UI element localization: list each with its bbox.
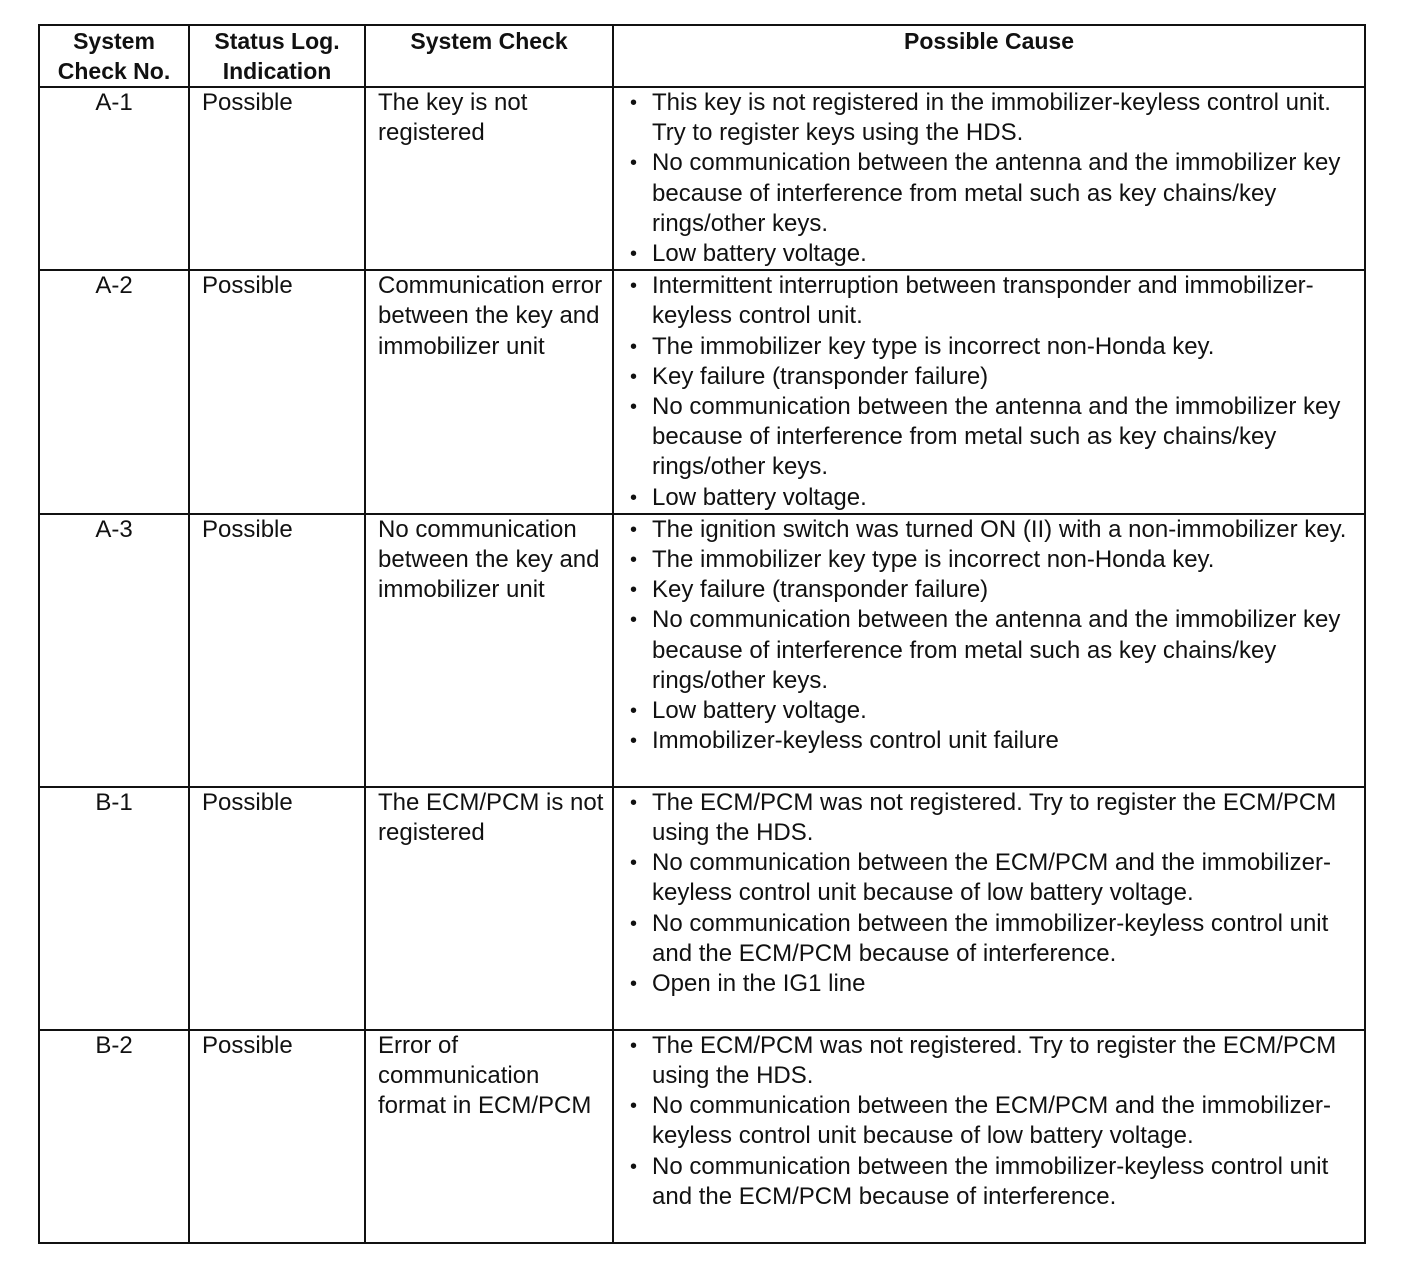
table-row — [39, 514, 1365, 787]
status-cell: Possible — [189, 514, 365, 787]
cause-list — [628, 271, 1356, 513]
cause-list — [628, 88, 1356, 269]
system-check-cell: Error of communication format in ECM/PCM — [365, 1030, 613, 1243]
cause-item: • No communication between the antenna and the immobilizer key because of interference from metal such as key chains/key rings/other keys. — [628, 605, 1356, 696]
system-check-table — [38, 24, 1366, 1244]
system-check-cell: The ECM/PCM is not registered — [365, 787, 613, 1030]
cause-list — [628, 788, 1356, 999]
table-row — [39, 1030, 1365, 1243]
cause-item: • Immobilizer-keyless control unit failure — [628, 726, 1356, 756]
cause-item: • No communication between the ECM/PCM and the immobilizer-keyless control unit because of low battery voltage. — [628, 1091, 1356, 1151]
cause-item: • Low battery voltage. — [628, 483, 1356, 513]
header-check-no: System Check No. — [39, 25, 189, 87]
check-no-cell: A-3 — [39, 514, 189, 787]
header-row — [39, 25, 1365, 87]
possible-cause-cell — [613, 787, 1365, 1030]
table-header — [39, 25, 1365, 87]
status-cell: Possible — [189, 787, 365, 1030]
system-check-cell: The key is not registered — [365, 87, 613, 270]
possible-cause-cell — [613, 514, 1365, 787]
cause-item: • No communication between the immobilizer-keyless control unit and the ECM/PCM because of interference. — [628, 909, 1356, 969]
header-possible-cause: Possible Cause — [613, 25, 1365, 87]
cause-item: • Open in the IG1 line — [628, 969, 1356, 999]
cause-item: • Low battery voltage. — [628, 239, 1356, 269]
cause-list — [628, 1031, 1356, 1212]
status-cell: Possible — [189, 87, 365, 270]
check-no-cell: B-2 — [39, 1030, 189, 1243]
cause-item: • Key failure (transponder failure) — [628, 362, 1356, 392]
cause-item: • Low battery voltage. — [628, 696, 1356, 726]
cause-item: • No communication between the ECM/PCM and the immobilizer-keyless control unit because of low battery voltage. — [628, 848, 1356, 908]
table-body — [39, 87, 1365, 1243]
check-no-cell: A-1 — [39, 87, 189, 270]
header-system-check: System Check — [365, 25, 613, 87]
cause-item: • Key failure (transponder failure) — [628, 575, 1356, 605]
cause-list — [628, 515, 1356, 757]
table-row — [39, 87, 1365, 270]
cause-item: • The immobilizer key type is incorrect non-Honda key. — [628, 332, 1356, 362]
check-no-cell: B-1 — [39, 787, 189, 1030]
status-cell: Possible — [189, 270, 365, 514]
possible-cause-cell — [613, 87, 1365, 270]
cause-item: • No communication between the antenna and the immobilizer key because of interference from metal such as key chains/key rings/other keys. — [628, 148, 1356, 239]
cause-item: • The ignition switch was turned ON (II) with a non-immobilizer key. — [628, 515, 1356, 545]
cause-item: • The ECM/PCM was not registered. Try to register the ECM/PCM using the HDS. — [628, 788, 1356, 848]
possible-cause-cell — [613, 270, 1365, 514]
system-check-cell: Communication error between the key and immobilizer unit — [365, 270, 613, 514]
cause-item: • No communication between the antenna and the immobilizer key because of interference from metal such as key chains/key rings/other keys. — [628, 392, 1356, 483]
check-no-cell: A-2 — [39, 270, 189, 514]
system-check-cell: No communication between the key and immobilizer unit — [365, 514, 613, 787]
table-row — [39, 270, 1365, 514]
cause-item: • This key is not registered in the immobilizer-keyless control unit. Try to register keys using the HDS. — [628, 88, 1356, 148]
table-row — [39, 787, 1365, 1030]
cause-item: • The immobilizer key type is incorrect non-Honda key. — [628, 545, 1356, 575]
cause-item: • No communication between the immobilizer-keyless control unit and the ECM/PCM because of interference. — [628, 1152, 1356, 1212]
possible-cause-cell — [613, 1030, 1365, 1243]
cause-item: • Intermittent interruption between transponder and immobilizer-keyless control unit. — [628, 271, 1356, 331]
header-status-log: Status Log. Indication — [189, 25, 365, 87]
status-cell: Possible — [189, 1030, 365, 1243]
cause-item: • The ECM/PCM was not registered. Try to register the ECM/PCM using the HDS. — [628, 1031, 1356, 1091]
